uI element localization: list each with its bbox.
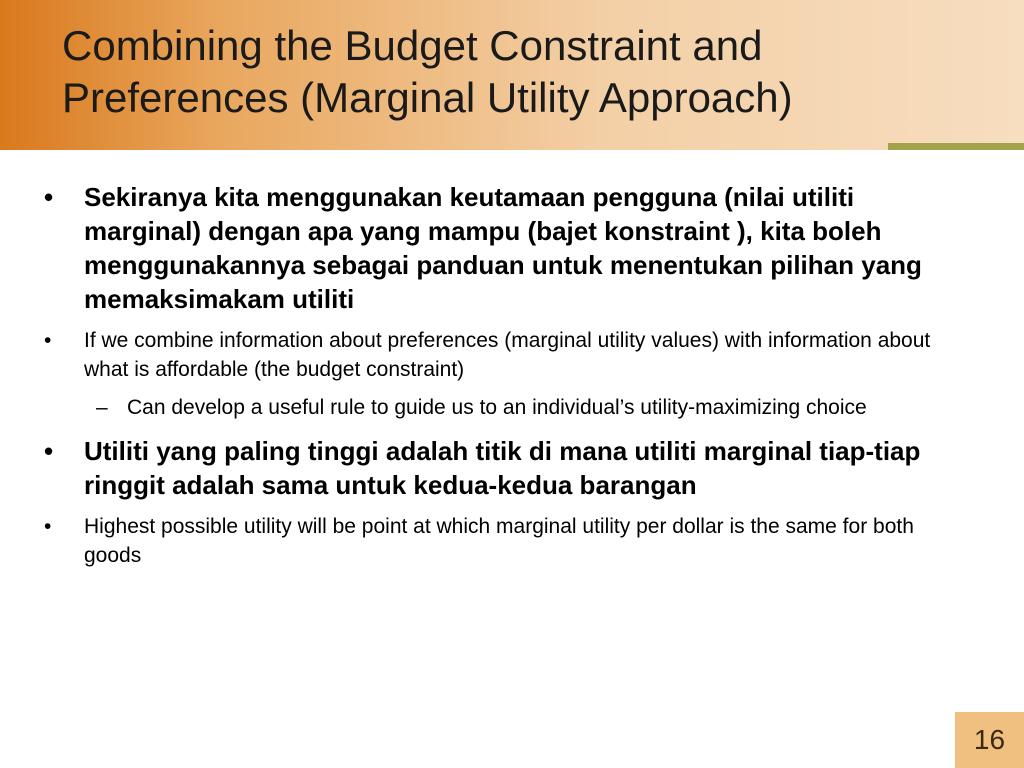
bullet-marker: • <box>44 436 54 466</box>
sub-bullet-item <box>40 393 960 422</box>
accent-rule <box>888 143 1024 150</box>
bullet-text: Highest possible utility will be point at which marginal utility per dollar is the same for both goods <box>84 515 914 567</box>
bullet-text: If we combine information about preferences (marginal utility values) with information about what is affordable (the budget constraint) <box>84 329 931 381</box>
bullet-item-1 <box>40 180 960 316</box>
page-number: 16 <box>955 712 1024 768</box>
bullet-item-3 <box>40 434 960 502</box>
bullet-text: Sekiranya kita menggunakan keutamaan pengguna (nilai utiliti marginal) dengan apa yang mampu (bajet konstraint ), kita boleh menggunakannya sebagai panduan untuk menentukan pilihan yang memaksimakam utiliti <box>84 182 922 314</box>
bullet-marker: • <box>44 329 52 352</box>
title-bar <box>0 0 1024 150</box>
bullet-marker: • <box>44 182 54 212</box>
bullet-marker: • <box>44 515 52 538</box>
bullet-item-4 <box>40 512 960 570</box>
bullet-list <box>40 180 960 579</box>
dash-marker: – <box>96 396 108 419</box>
bullet-text: Utiliti yang paling tinggi adalah titik di mana utiliti marginal tiap-tiap ringgit adalah sama untuk kedua-kedua barangan <box>84 436 921 500</box>
bullet-text: Can develop a useful rule to guide us to an individual’s utility-maximizing choice <box>127 396 867 419</box>
bullet-item-2 <box>40 326 960 384</box>
slide-title: Combining the Budget Constraint and Preferences (Marginal Utility Approach) <box>62 22 793 121</box>
